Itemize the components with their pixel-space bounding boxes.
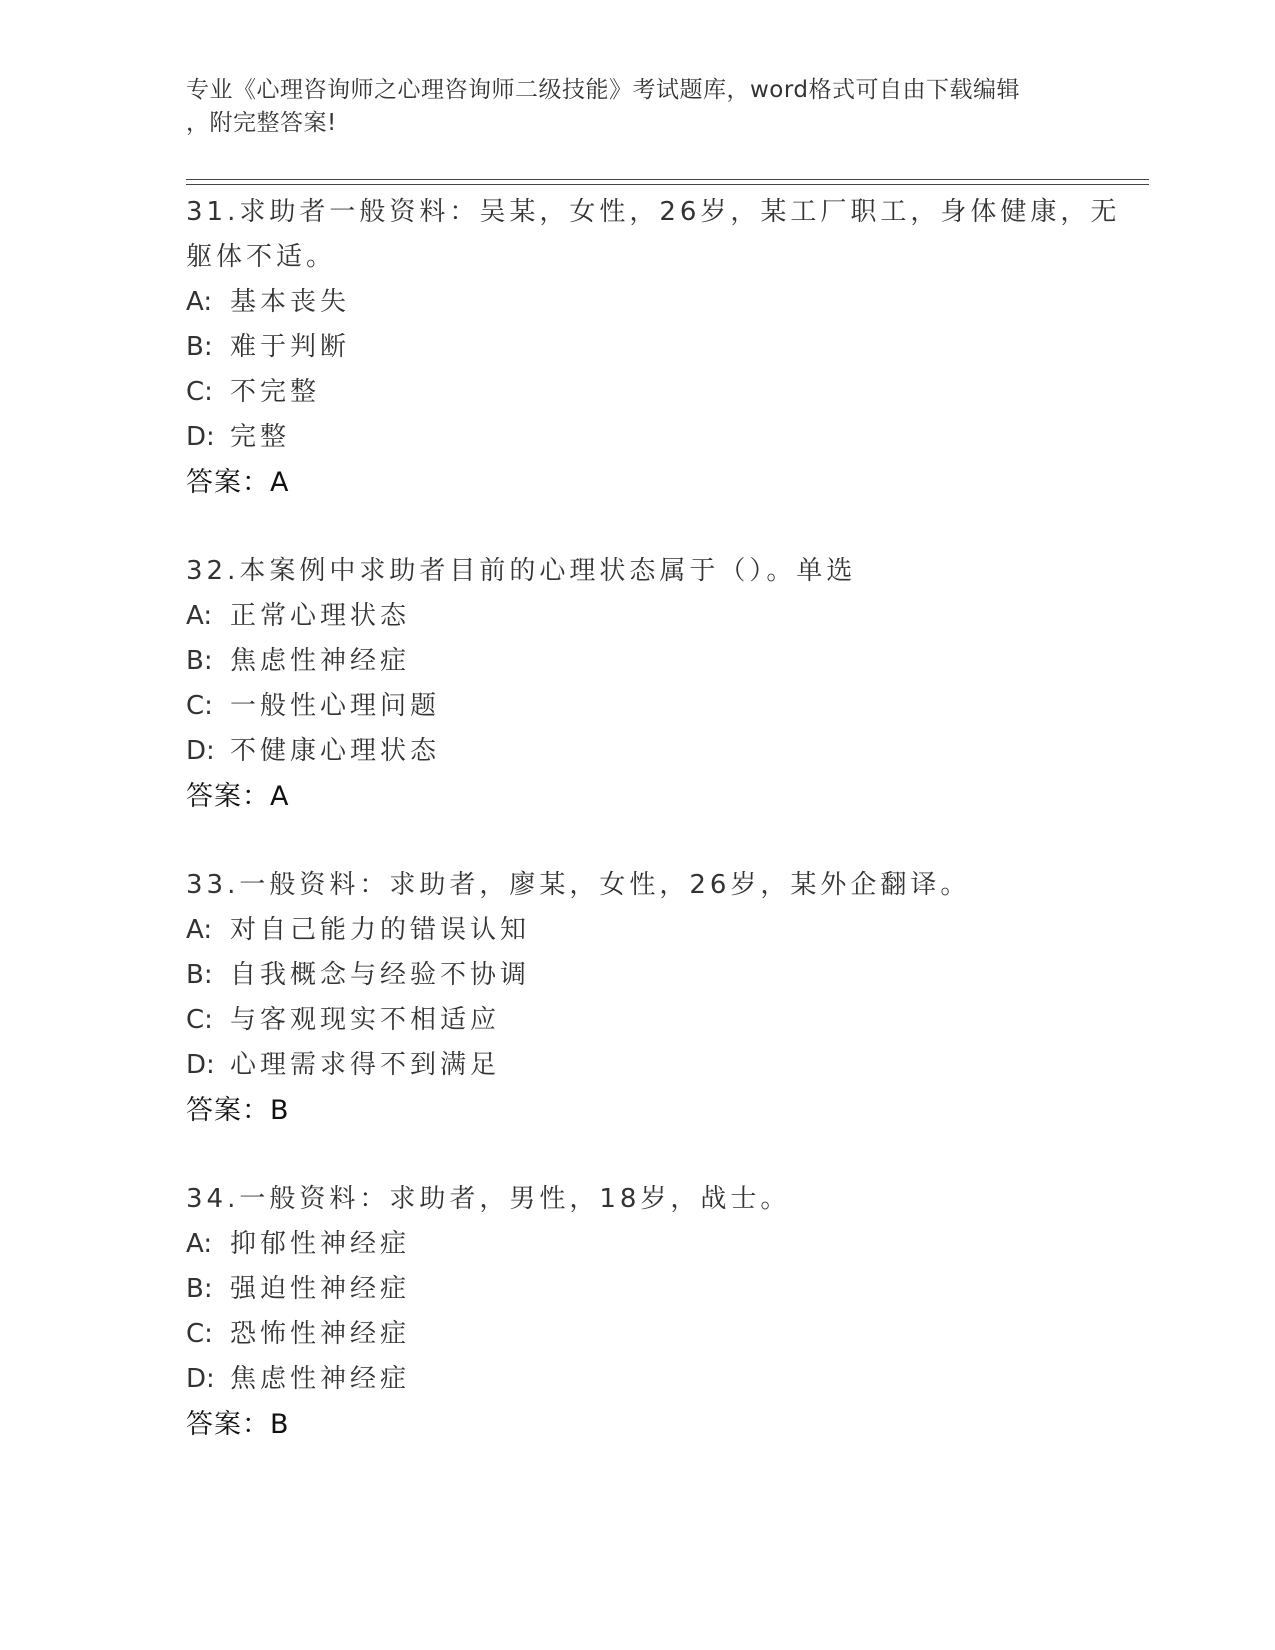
question-33 <box>186 863 1086 1133</box>
option-text: 焦虑性神经症 <box>230 1364 411 1394</box>
option-text: 与客观现实不相适应 <box>230 1005 501 1035</box>
option-text: 不完整 <box>230 377 321 407</box>
answer-line: 答案：A <box>186 467 290 498</box>
option-key: B: <box>186 960 213 990</box>
option-key: C: <box>186 1319 213 1349</box>
option-text: 对自己能力的错误认知 <box>230 915 531 945</box>
option-key: D: <box>186 422 215 452</box>
option-d <box>186 1357 1086 1402</box>
option-text: 抑郁性神经症 <box>230 1229 411 1259</box>
option-text: 难于判断 <box>230 332 351 362</box>
option-a <box>186 908 1086 953</box>
option-key: A: <box>186 287 213 317</box>
answer-line: 答案：A <box>186 781 290 812</box>
option-text: 自我概念与经验不协调 <box>230 960 531 990</box>
header-line-2: ，附完整答案! <box>186 110 337 136</box>
question-32 <box>186 549 1086 819</box>
question-text-line-1: 31.求助者一般资料：吴某，女性，26岁，某工厂职工，身体健康，无 <box>186 197 1121 227</box>
question-list <box>186 190 1121 1491</box>
option-d <box>186 729 1086 774</box>
question-text-line-1: 33.一般资料：求助者，廖某，女性，26岁，某外企翻译。 <box>186 870 971 900</box>
document-header <box>186 74 1086 140</box>
option-c <box>186 998 1086 1043</box>
option-d <box>186 1043 1086 1088</box>
option-text: 焦虑性神经症 <box>230 646 411 676</box>
answer-line: 答案：B <box>186 1095 290 1126</box>
option-b <box>186 953 1086 998</box>
option-b <box>186 325 1086 370</box>
question-text-line-1: 34.一般资料：求助者，男性，18岁，战士。 <box>186 1184 791 1214</box>
question-34 <box>186 1177 1086 1447</box>
option-key: D: <box>186 1364 215 1394</box>
header-line-1: 专业《心理咨询师之心理咨询师二级技能》考试题库，word格式可自由下载编辑 <box>186 77 1021 103</box>
option-a <box>186 280 1086 325</box>
option-b <box>186 639 1086 684</box>
option-key: A: <box>186 915 213 945</box>
option-c <box>186 1312 1086 1357</box>
header-divider-bottom <box>186 184 1149 185</box>
option-a <box>186 1222 1086 1267</box>
option-text: 心理需求得不到满足 <box>230 1050 501 1080</box>
option-key: D: <box>186 1050 215 1080</box>
option-key: C: <box>186 1005 213 1035</box>
option-c <box>186 684 1086 729</box>
answer-line: 答案：B <box>186 1409 290 1440</box>
option-text: 恐怖性神经症 <box>230 1319 411 1349</box>
option-b <box>186 1267 1086 1312</box>
option-text: 强迫性神经症 <box>230 1274 411 1304</box>
option-key: C: <box>186 377 213 407</box>
option-key: A: <box>186 1229 213 1259</box>
option-text: 一般性心理问题 <box>230 691 441 721</box>
option-text: 基本丧失 <box>230 287 351 317</box>
header-divider-top <box>186 179 1149 180</box>
option-key: A: <box>186 601 213 631</box>
question-text-line-2: 躯体不适。 <box>186 242 337 272</box>
option-text: 正常心理状态 <box>230 601 411 631</box>
option-key: B: <box>186 646 213 676</box>
option-key: D: <box>186 736 215 766</box>
option-a <box>186 594 1086 639</box>
option-text: 完整 <box>230 422 291 452</box>
option-key: C: <box>186 691 213 721</box>
question-text-line-1: 32.本案例中求助者目前的心理状态属于（）。单选 <box>186 556 857 586</box>
option-key: B: <box>186 332 213 362</box>
option-d <box>186 415 1086 460</box>
option-key: B: <box>186 1274 213 1304</box>
option-c <box>186 370 1086 415</box>
question-31 <box>186 190 1121 505</box>
option-text: 不健康心理状态 <box>230 736 441 766</box>
